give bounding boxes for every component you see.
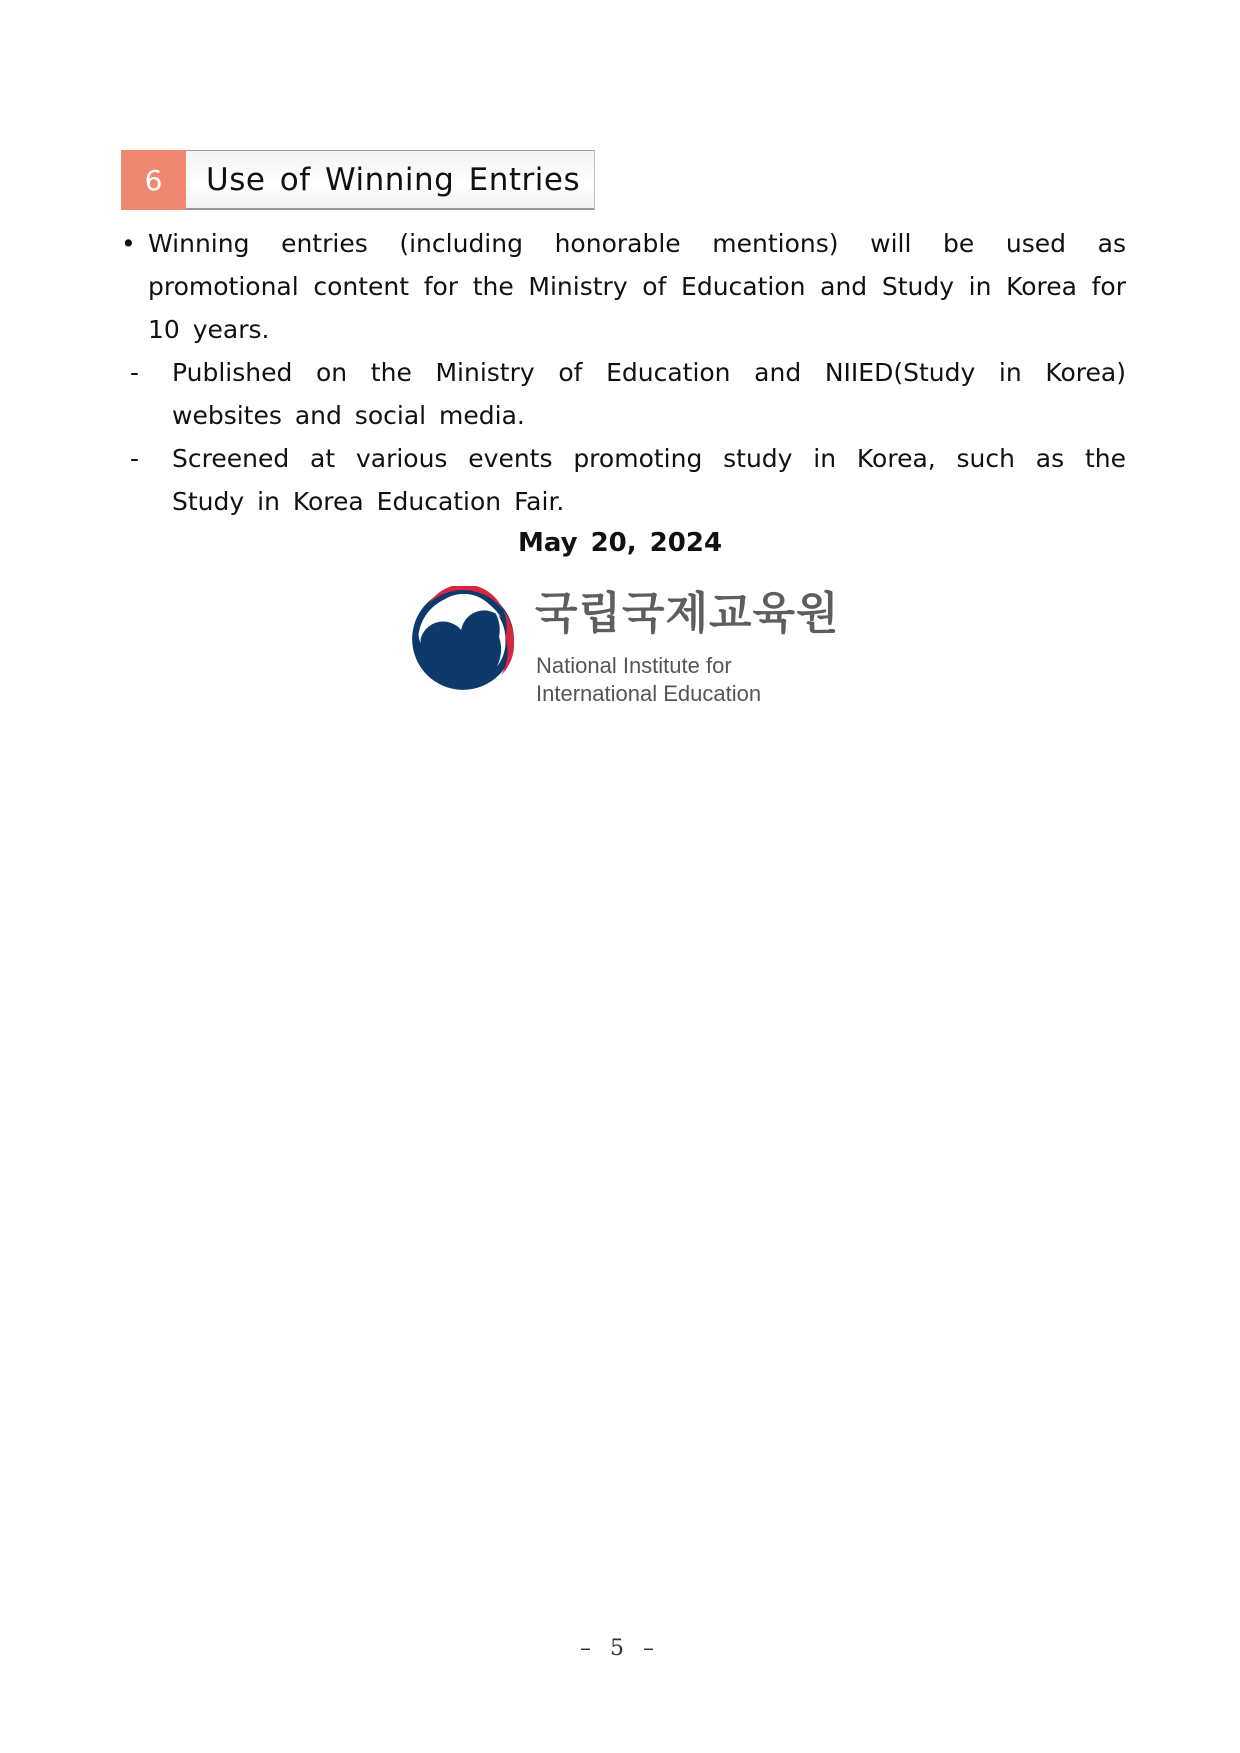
dash-marker: -: [130, 444, 140, 473]
bullet-marker: •: [121, 229, 136, 258]
logo-english-line2: International Education: [536, 681, 762, 706]
section-number: 6: [121, 150, 186, 210]
bullet-item: [121, 222, 1126, 351]
sub-item: [130, 437, 1126, 523]
sub-item: [130, 351, 1126, 437]
page-number: – 5 –: [580, 1636, 660, 1661]
sub-item-text: Published on the Ministry of Education and NIIED(Study in Korea) websites and social media.: [172, 358, 1126, 430]
section-header: [121, 150, 595, 210]
section-title: Use of Winning Entries: [186, 150, 595, 210]
bullet-text: Winning entries (including honorable mentions) will be used as promotional content for the Ministry of Education and Study in Korea for 10 years.: [148, 229, 1126, 344]
sub-item-text: Screened at various events promoting study in Korea, such as the Study in Korea Education Fair.: [172, 444, 1126, 516]
logo-english-line1: National Institute for: [536, 653, 732, 678]
section-content: [121, 222, 1126, 523]
dash-marker: -: [130, 358, 140, 387]
logo-korean-name: 국립국제교육원: [535, 588, 840, 639]
niied-logo: [410, 586, 840, 716]
document-date: May 20, 2024: [517, 528, 723, 558]
taegeuk-emblem-icon: [410, 586, 516, 692]
